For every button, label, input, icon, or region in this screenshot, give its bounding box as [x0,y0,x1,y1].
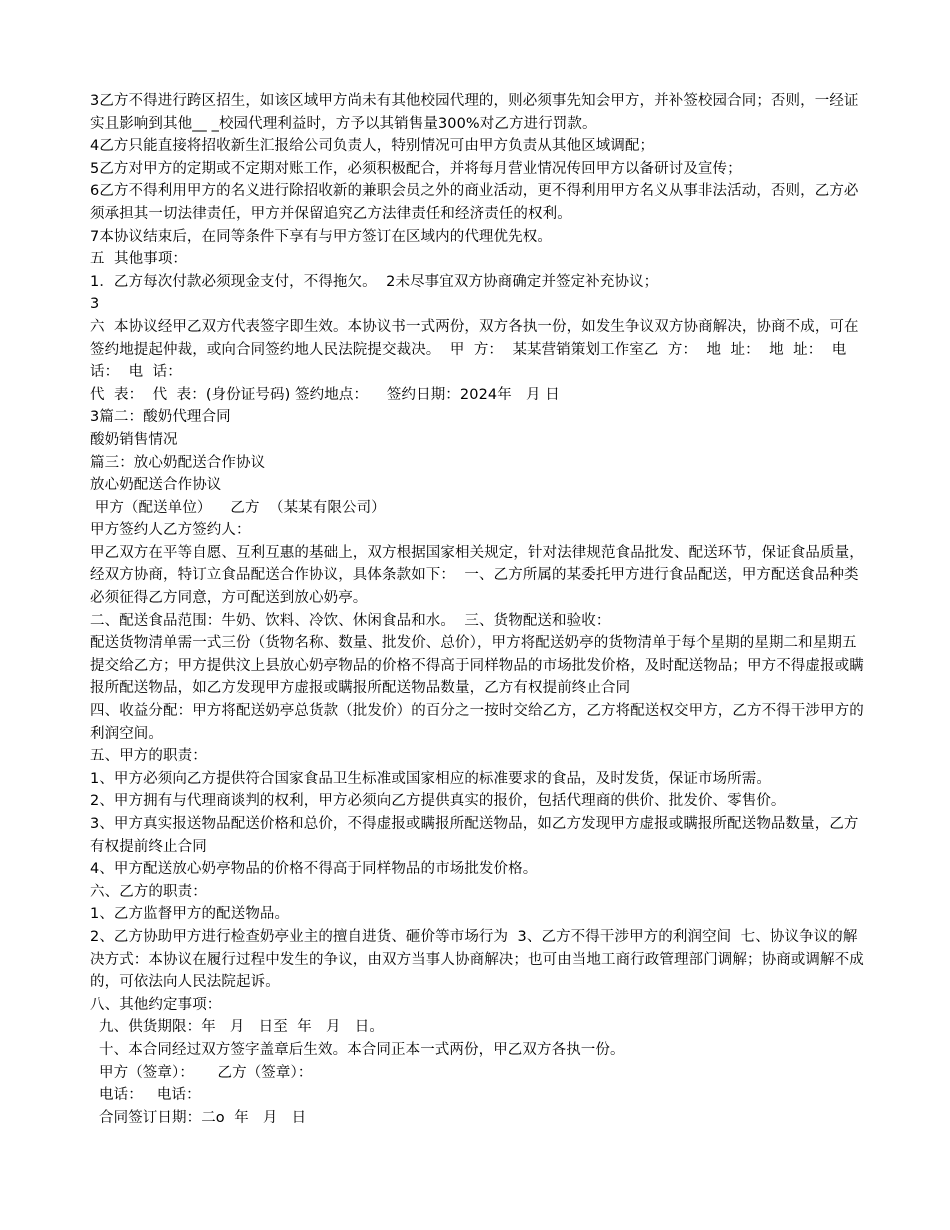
party-b-duty-1: 1、乙方监督甲方的配送物品。 [90,906,290,923]
paragraph-clause-4: 4乙方只能直接将招收新生汇报给公司负责人，特别情况可由甲方负责从其他区域调配； [90,138,655,155]
paragraph-yogurt-sales: 酸奶销售情况 [90,431,178,448]
heading-other-agreements: 八、其他约定事项： [90,996,222,1013]
heading-part-three: 篇三：放心奶配送合作协议 [90,454,266,471]
paragraph-clause-5: 5乙方对甲方的定期或不定期对账工作，必须积极配合，并将每月营业情况传回甲方以备研讨及宣传； [90,160,742,177]
heading-party-a-duties: 五、甲方的职责： [90,748,207,765]
party-b-duty-2: 2、乙方协助甲方进行检查奶亭业主的擅自进货、砸价等市场行为 3、乙方不得干涉甲方的利润空间 七、协议争议的解决方式：本协议在履行过程中发生的争议，由双方当事人协商解决；也可由当地工商行政管理部门调解；协商或调解不成的，可依法向人民法院起诉。 [90,928,864,991]
paragraph-item-3: 3 [90,296,100,313]
party-a-duty-1: 1、甲方必须向乙方提供符合国家食品卫生标准或国家相应的标准要求的食品，及时发货，保证市场所需。 [90,770,771,787]
paragraph-effective-clause: 六 本协议经甲乙双方代表签字即生效。本协议书一式两份，双方各执一份，如发生争议双方协商解决，协商不成，可在签约地提起仲裁，或向合同签约地人民法院提交裁决。 甲 方： 某某营销策划工作室乙 方： 地 址： 地 址： 电 话： 电 话： [90,318,859,381]
paragraph-supply-period: 九、供货期限：年 月 日至 年 月 日。 [99,1019,384,1036]
party-a-duty-4: 4、甲方配送放心奶亭物品的价格不得高于同样物品的市场批发价格。 [90,861,538,878]
paragraph-delivery: 配送货物清单需一式三份（货物名称、数量、批发价、总价），甲方将配送奶亭的货物清单于每个星期的星期二和星期五提交给乙方；甲方提供汶上县放心奶亭物品的价格不得高于同样物品的市场批发价格，及时配送物品；甲方不得虚报或瞒报所配送物品，如乙方发现甲方虚报或瞒报所配送物品数量，乙方有权提前终止合同 [90,635,864,697]
paragraph-contract-effect: 十、本合同经过双方签字盖章后生效。本合同正本一式两份，甲乙双方各执一份。 [99,1041,625,1058]
paragraph-scope: 二、配送食品范围：牛奶、饮料、冷饮、休闲食品和水。 三、货物配送和验收： [90,612,611,629]
parties-line: 甲方（配送单位） 乙方 （某某有限公司） [90,499,386,516]
document-body [90,90,865,1129]
agreement-title: 放心奶配送合作协议 [90,477,222,494]
paragraph-sign-date: 合同签订日期：二o 年 月 日 [99,1109,307,1126]
paragraph-phones: 电话： 电话： [99,1087,201,1104]
heading-part-two: 3篇二：酸奶代理合同 [90,409,231,426]
paragraph-preamble: 甲乙双方在平等自愿、互利互惠的基础上，双方根据国家相关规定，针对法律规范食品批发、配送环节，保证食品质量，经双方协商，特订立食品配送合作协议，具体条款如下： 一、乙方所属的某委托甲方进行食品配送，甲方配送食品种类必须征得乙方同意，方可配送到放心奶亭。 [90,544,864,607]
paragraph-clause-6: 6乙方不得利用甲方的名义进行除招收新的兼职会员之外的商业活动，更不得利用甲方名义从事非法活动，否则，乙方必须承担其一切法律责任，甲方并保留追究乙方法律责任和经济责任的权利。 [90,183,859,222]
signatories-line: 甲方签约人乙方签约人： [90,522,251,539]
section-heading-other-matters: 五 其他事项： [90,251,188,268]
paragraph-signature-line: 代 表： 代 表：(身份证号码) 签约地点： 签约日期：2024年 月 日 [90,386,560,403]
party-a-duty-3: 3、甲方真实报送物品配送价格和总价，不得虚报或瞒报所配送物品，如乙方发现甲方虚报或瞒报所配送物品数量，乙方有权提前终止合同 [90,816,859,855]
party-a-duty-2: 2、甲方拥有与代理商谈判的权利，甲方必须向乙方提供真实的报价，包括代理商的供价、批发价、零售价。 [90,793,786,810]
paragraph-clause-7: 7本协议结束后，在同等条件下享有与甲方签订在区域内的代理优先权。 [90,228,552,245]
paragraph-profit-sharing: 四、收益分配：甲方将配送奶亭总货款（批发价）的百分之一按时交给乙方，乙方将配送权交甲方，乙方不得干涉甲方的利润空间。 [90,703,864,742]
heading-party-b-duties: 六、乙方的职责： [90,883,207,900]
paragraph-clause-3: 3乙方不得进行跨区招生，如该区域甲方尚未有其他校园代理的，则必须事先知会甲方，并补签校园合同；否则，一经证实且影响到其他__ _校园代理利益时，方予以其销售量300%对乙方进行罚款。 [90,93,859,132]
paragraph-seals: 甲方（签章）： 乙方（签章）： [99,1064,313,1081]
paragraph-payment: 1．乙方每次付款必须现金支付，不得拖欠。 2未尽事宜双方协商确定并签定补充协议； [90,273,659,290]
